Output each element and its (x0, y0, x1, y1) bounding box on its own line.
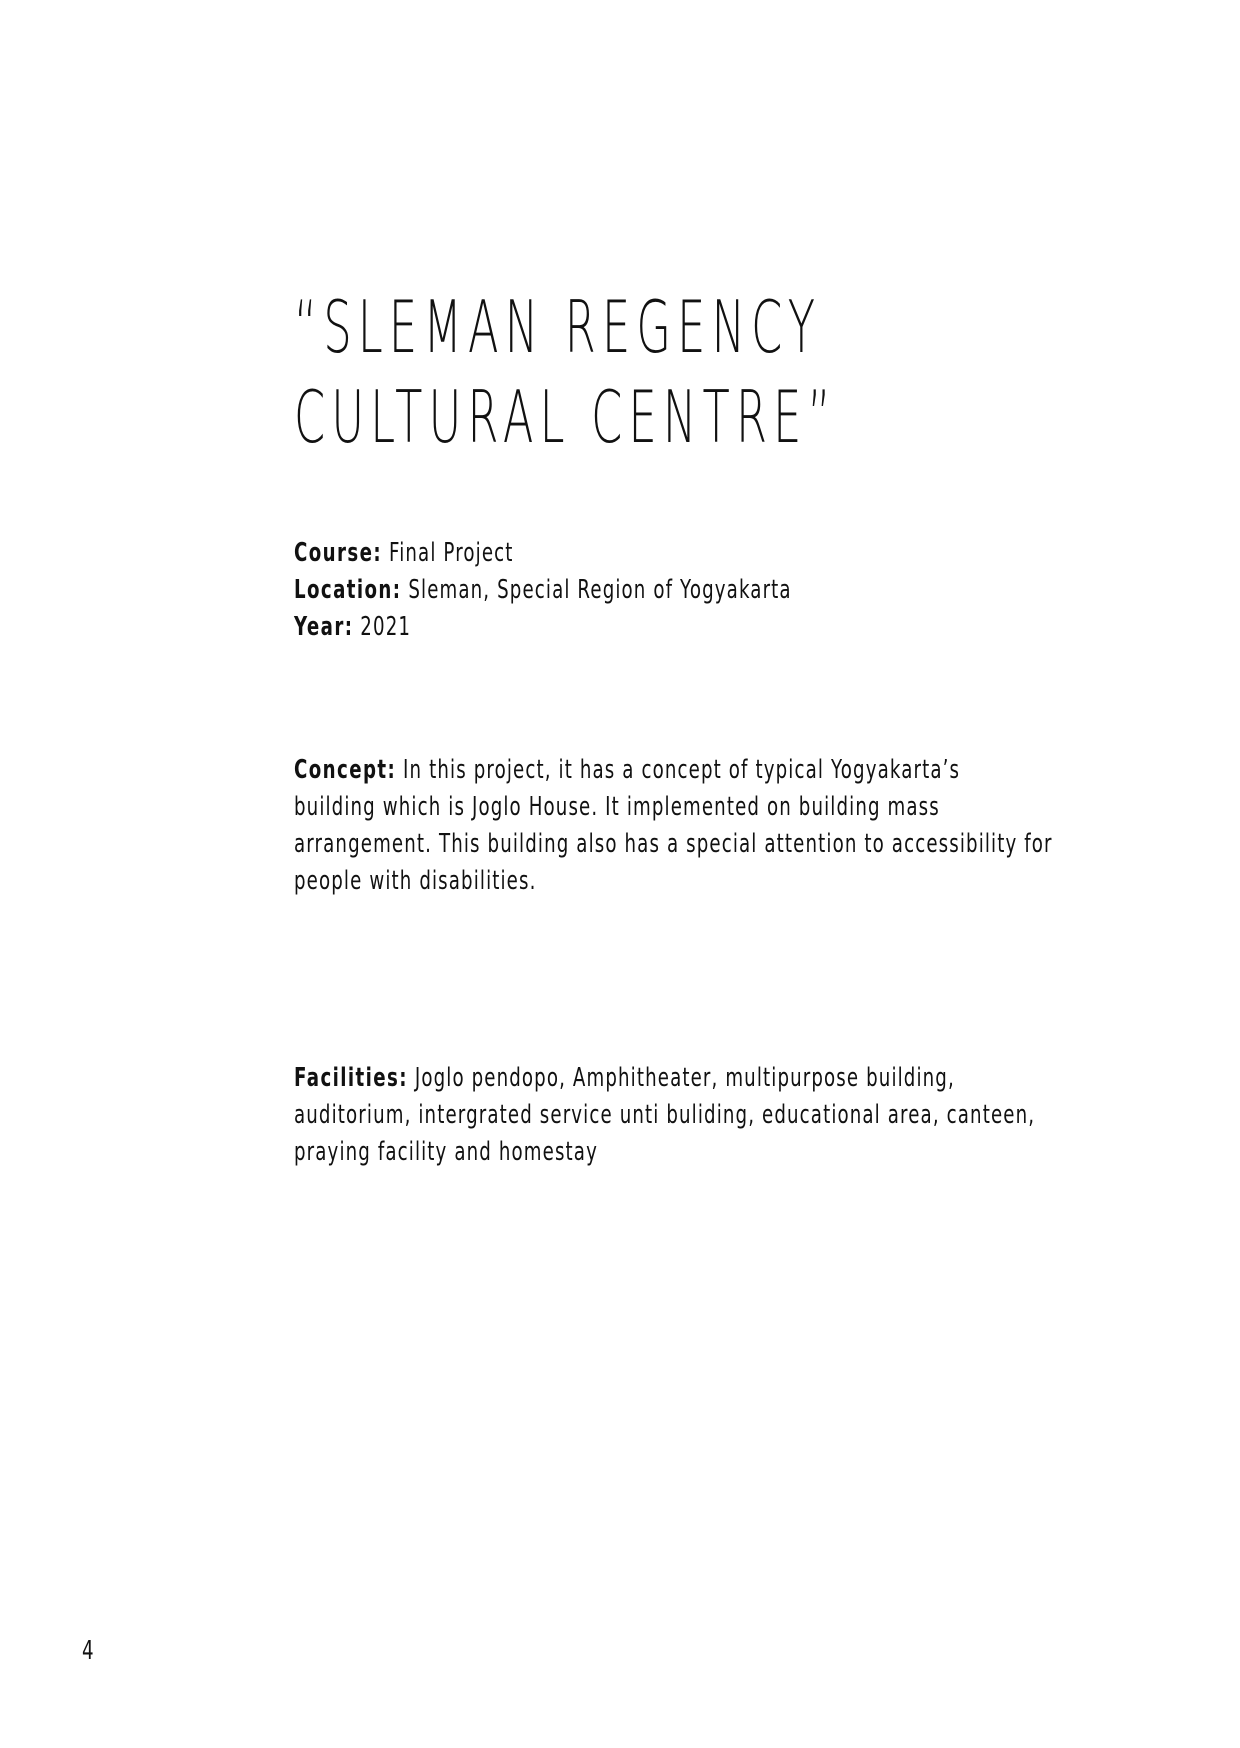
facilities-line: praying facility and homestay (294, 1137, 598, 1167)
concept-line: people with disabilities. (294, 866, 537, 896)
page-number: 4 (82, 1636, 94, 1666)
facilities-label: Facilities: (294, 1063, 408, 1093)
facilities-line (294, 1060, 1035, 1097)
concept-line: building which is Joglo House. It implemented on building mass (294, 792, 940, 822)
facilities-paragraph (294, 1060, 1035, 1171)
concept-label: Concept: (294, 755, 397, 785)
project-title-line-2: CULTURAL CENTRE” (294, 375, 837, 459)
concept-line: arrangement. This building also has a special attention to accessibility for (294, 829, 1053, 859)
facilities-line: auditorium, intergrated service unti buliding, educational area, canteen, (294, 1100, 1036, 1130)
location-value: Sleman, Special Region of Yogyakarta (401, 575, 792, 605)
project-meta (294, 535, 792, 646)
concept-paragraph (294, 752, 1053, 900)
concept-line (294, 752, 1053, 789)
course-row (294, 535, 792, 572)
project-title-line-1: “SLEMAN REGENCY (294, 285, 822, 369)
location-label: Location: (294, 575, 402, 605)
course-label: Course: (294, 538, 383, 568)
course-value: Final Project (382, 538, 514, 568)
location-row (294, 572, 792, 609)
project-title (294, 282, 976, 462)
year-row (294, 609, 792, 646)
facilities-text: Joglo pendopo, Amphitheater, multipurpose building, (407, 1063, 955, 1093)
year-value: 2021 (353, 612, 412, 642)
concept-text: In this project, it has a concept of typical Yogyakarta’s (396, 755, 961, 785)
year-label: Year: (294, 612, 354, 642)
